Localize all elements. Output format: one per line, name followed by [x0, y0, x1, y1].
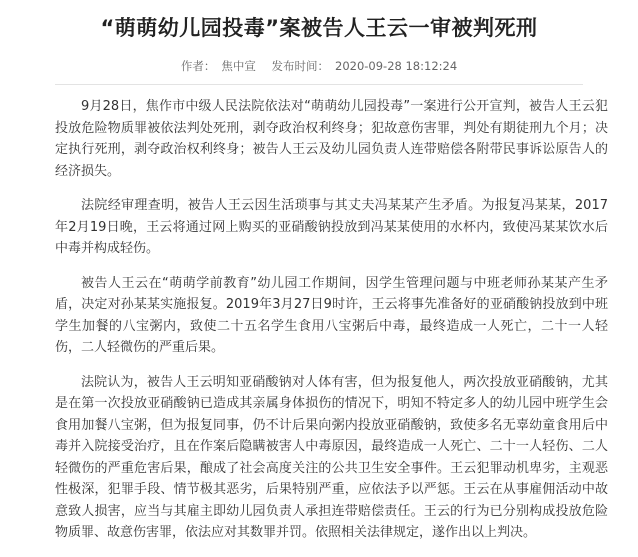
paragraph-4: 法院认为，被告人王云明知亚硝酸钠对人体有害，但为报复他人，两次投放亚硝酸钠，尤其是在第一次投放亚硝酸钠已造成其亲属身体损伤的情况下，明知不特定多人的幼儿园中班学生会食用加餐八宝粥，但为报复同事，仍不计后果向粥内投放亚硝酸钠，致使多名无辜幼童食用后中毒并入院接受治疗，且在作案后隐瞒被害人中毒原因，最终造成一人死亡、二十一人轻伤、二人轻微伤的严重危害后果，酿成了社会高度关注的公共卫生安全事件。王云犯罪动机卑劣，主观恶性极深，犯罪手段、情节极其恶劣，后果特别严重，应依法予以严惩。王云在从事雇佣活动中故意致人损害，应当与其雇主即幼儿园负责人承担连带赔偿责任。王云的行为已分别构成投放危险物质罪、故意伤害罪，依法应对其数罪并罚。依照相关法律规定，遂作出以上判决。: [55, 374, 608, 540]
paragraph-3: 被告人王云在“萌萌学前教育”幼儿园工作期间，因学生管理问题与中班老师孙某某产生矛盾，决定对孙某某实施报复。2019年3月27日9时许，王云将事先准备好的亚硝酸钠投放到中班学生加餐的八宝粥内，致使二十五名学生食用八宝粥后中毒，最终造成一人死亡，二十一人轻伤，二人轻微伤的严重后果。: [55, 275, 608, 355]
article-meta: [0, 58, 638, 74]
article-body: [55, 96, 608, 557]
publish-time: 2020-09-28 18:12:24: [335, 59, 458, 73]
title-divider: [55, 84, 583, 85]
author-label: 作者：: [180, 59, 216, 73]
paragraph-1: 9月28日，焦作市中级人民法院依法对“萌萌幼儿园投毒”一案进行公开宣判，被告人王云犯投放危险物质罪被依法判处死刑，剥夺政治权利终身；犯故意伤害罪，判处有期徒刑九个月；决定执行死刑，剥夺政治权利终身；被告人王云及幼儿园负责人连带赔偿各附带民事诉讼原告人的经济损失。: [55, 99, 608, 179]
paragraph-2: 法院经审理查明，被告人王云因生活琐事与其丈夫冯某某产生矛盾。为报复冯某某，2017年2月19日晚，王云将通过网上购买的亚硝酸钠投放到冯某某使用的水杯内，致使冯某某饮水后中毒并构成轻伤。: [55, 198, 608, 256]
publish-info: [269, 59, 461, 73]
author-name: 焦中宣: [221, 59, 256, 73]
author-info: [178, 59, 259, 73]
publish-time-label: 发布时间：: [271, 59, 329, 73]
article-title: “萌萌幼儿园投毒”案被告人王云一审被判死刑: [100, 16, 538, 40]
